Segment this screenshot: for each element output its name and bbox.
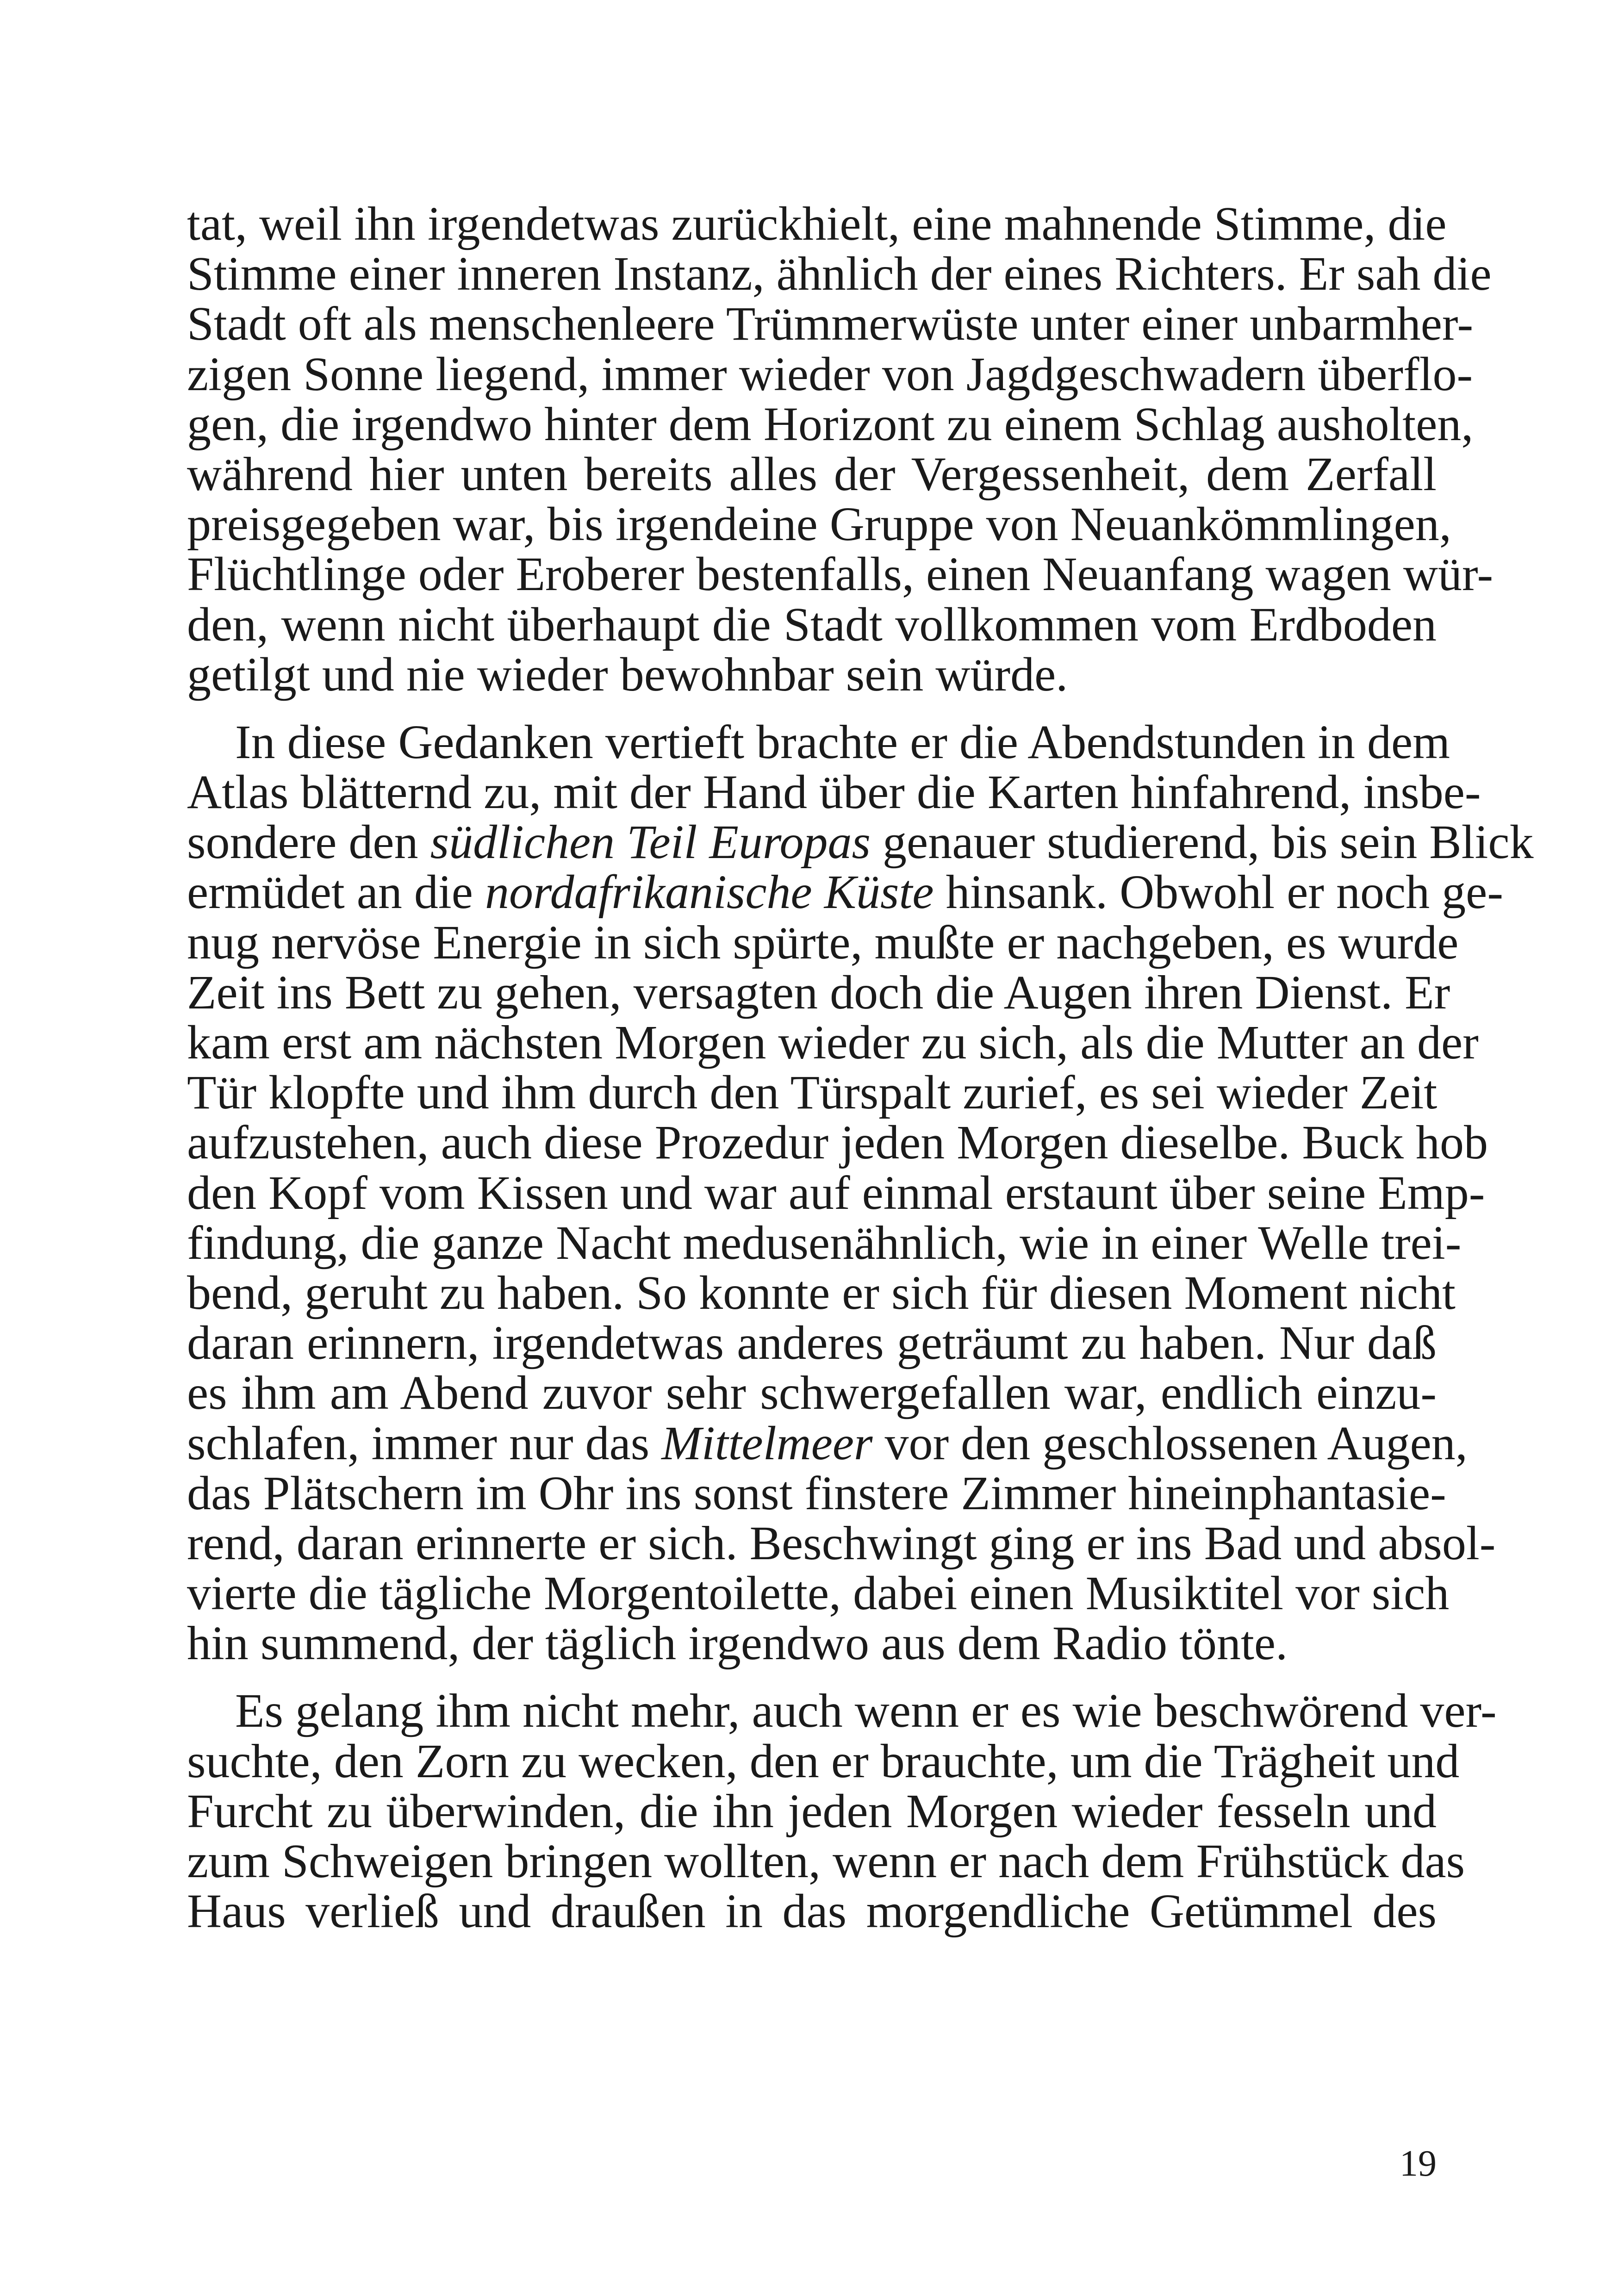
text-line <box>187 1684 1497 1738</box>
text-run: Furcht zu überwinden, die ihn jeden Morgen wieder fesseln und <box>187 1784 1437 1838</box>
paragraph-2 <box>187 715 1534 1670</box>
text-line <box>187 1466 1446 1520</box>
text-run: Stadt oft als menschenleere Trümmerwüste unter einer unbarmher- <box>187 297 1474 351</box>
text-line <box>187 1016 1479 1069</box>
text-run: den Kopf vom Kissen und war auf einmal erstaunt über seine Emp- <box>187 1166 1485 1220</box>
text-run: In diese Gedanken vertieft brachte er die Abendstunden in dem <box>235 715 1450 769</box>
page-body <box>187 197 1534 1938</box>
text-run: preisgegeben war, bis irgendeine Gruppe von Neuankömmlingen, <box>187 498 1451 551</box>
text-line <box>187 197 1447 250</box>
text-run: nug nervöse Energie in sich spürte, mußte er nachgeben, es wurde <box>187 915 1459 969</box>
text-run: den, wenn nicht überhaupt die Stadt vollkommen vom Erdboden <box>187 597 1437 651</box>
italic-text-run: Mittelmeer <box>661 1416 873 1470</box>
text-run: Tür klopfte und ihm durch den Türspalt zurief, es sei wieder Zeit <box>187 1066 1438 1120</box>
text-run: hin summend, der täglich irgendwo aus dem Radio tönte. <box>187 1617 1288 1670</box>
text-line <box>187 1734 1460 1788</box>
text-line <box>187 597 1437 651</box>
text-run: zum Schweigen bringen wollten, wenn er nach dem Frühstück das <box>187 1835 1465 1888</box>
text-line <box>187 965 1450 1019</box>
text-line <box>187 647 1437 701</box>
paragraph-3 <box>187 1684 1497 1938</box>
text-run: kam erst am nächsten Morgen wieder zu sich, als die Mutter an der <box>187 1016 1479 1069</box>
text-run: ermüdet an die <box>187 865 485 919</box>
text-line <box>187 498 1451 551</box>
italic-text-run: südlichen Teil Europas <box>430 815 871 869</box>
text-line <box>187 1318 1437 1368</box>
text-run: rend, daran erinnerte er sich. Beschwingt ging er ins Bad und absol- <box>187 1516 1496 1570</box>
text-line <box>187 347 1473 401</box>
paragraph-1 <box>187 197 1494 701</box>
text-line <box>187 1567 1450 1620</box>
text-line <box>187 1618 1437 1668</box>
text-line <box>187 765 1481 819</box>
text-line <box>187 1266 1456 1319</box>
text-line <box>187 1416 1468 1470</box>
text-line <box>187 715 1450 769</box>
text-line <box>187 1516 1496 1570</box>
text-line <box>187 247 1492 301</box>
text-run: Zeit ins Bett zu gehen, versagten doch die Augen ihren Dienst. Er <box>187 965 1450 1019</box>
text-run: gen, die irgendwo hinter dem Horizont zu einem Schlag ausholten, <box>187 397 1474 451</box>
italic-text-run: nordafrikanische Küste <box>485 865 934 919</box>
text-line <box>187 1368 1437 1418</box>
text-line <box>187 1166 1485 1220</box>
text-run: Es gelang ihm nicht mehr, auch wenn er es wie beschwörend ver- <box>235 1684 1497 1738</box>
text-run: zigen Sonne liegend, immer wieder von Jagdgeschwadern überflo- <box>187 347 1473 401</box>
text-line <box>187 548 1494 601</box>
text-line <box>187 297 1474 351</box>
text-line <box>187 815 1534 869</box>
text-run: genauer studierend, bis sein Blick <box>871 815 1534 869</box>
text-line <box>187 1886 1437 1936</box>
text-run: daran erinnern, irgendetwas anderes geträumt zu haben. Nur daß <box>187 1316 1437 1370</box>
text-line <box>187 1835 1465 1888</box>
text-run: findung, die ganze Nacht medusenähnlich, wie in einer Welle trei- <box>187 1216 1462 1269</box>
text-run: tat, weil ihn irgendetwas zurückhielt, eine mahnende Stimme, die <box>187 197 1447 250</box>
text-run: es ihm am Abend zuvor sehr schwergefallen war, endlich einzu- <box>187 1366 1437 1420</box>
text-line <box>187 865 1503 919</box>
text-line <box>187 397 1474 451</box>
text-run: vor den geschlossenen Augen, <box>872 1416 1468 1470</box>
text-run: suchte, den Zorn zu wecken, den er brauchte, um die Trägheit und <box>187 1734 1460 1788</box>
text-run: sondere den <box>187 815 430 869</box>
text-run: Haus verließ und draußen in das morgendliche Getümmel des <box>187 1885 1437 1938</box>
page-number: 19 <box>1400 2143 1437 2184</box>
text-run: während hier unten bereits alles der Vergessenheit, dem Zerfall <box>187 447 1437 501</box>
text-run: Stimme einer inneren Instanz, ähnlich der eines Richters. Er sah die <box>187 247 1492 301</box>
text-run: bend, geruht zu haben. So konnte er sich für diesen Moment nicht <box>187 1266 1456 1319</box>
text-run: vierte die tägliche Morgentoilette, dabei einen Musiktitel vor sich <box>187 1567 1450 1620</box>
text-run: Flüchtlinge oder Eroberer bestenfalls, einen Neuanfang wagen wür- <box>187 548 1494 601</box>
text-run: getilgt und nie wieder bewohnbar sein würde. <box>187 647 1068 701</box>
text-run: hinsank. Obwohl er noch ge- <box>933 865 1503 919</box>
text-run: Atlas blätternd zu, mit der Hand über die Karten hinfahrend, insbe- <box>187 765 1481 819</box>
text-line <box>187 915 1459 969</box>
text-line <box>187 1068 1437 1118</box>
text-line <box>187 1116 1488 1170</box>
text-line <box>187 449 1437 499</box>
text-line <box>187 1786 1437 1836</box>
text-line <box>187 1216 1462 1269</box>
text-run: das Plätschern im Ohr ins sonst finstere Zimmer hineinphantasie- <box>187 1466 1446 1520</box>
text-run: aufzustehen, auch diese Prozedur jeden Morgen dieselbe. Buck hob <box>187 1116 1488 1170</box>
text-run: schlafen, immer nur das <box>187 1416 662 1470</box>
